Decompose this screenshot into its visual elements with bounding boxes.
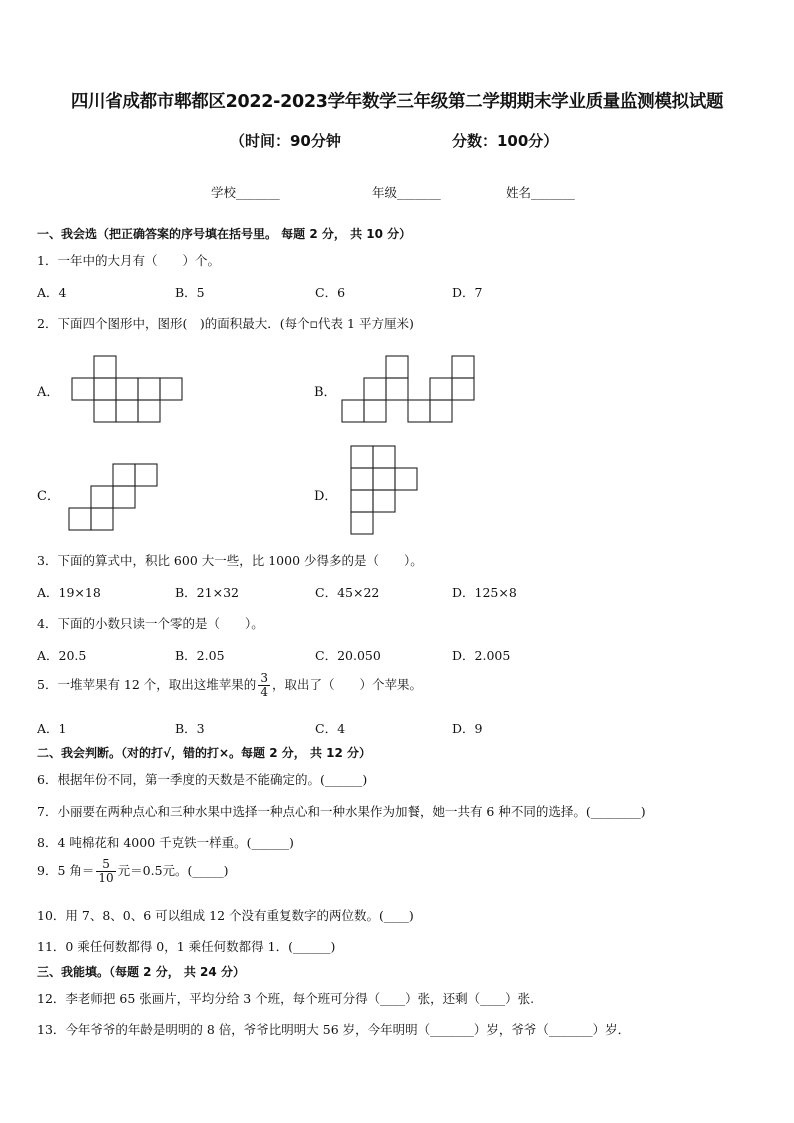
question-8: 8．4 吨棉花和 4000 千克铁一样重。(______) [37,835,294,850]
q9-fraction-numerator: 5 [96,858,115,872]
question-5 [37,672,422,699]
q9-fraction [96,858,115,885]
q3-option-d: D．125×8 [452,585,517,600]
q5-option-c: C．4 [315,721,346,736]
q4-option-a: A．20.5 [37,648,87,663]
q5-option-a: A．1 [37,721,67,736]
question-9 [37,858,229,885]
question-10: 10．用 7、8、0、6 可以组成 12 个没有重复数字的两位数。(____) [37,908,414,923]
q5-text-after: ，取出了（ ）个苹果。 [271,677,422,692]
question-2: 2．下面四个图形中，图形( )的面积最大．(每个▫代表 1 平方厘米) [37,316,414,331]
question-1: 1．一年中的大月有（ ）个。 [37,253,220,268]
figure-a-grid [70,356,185,423]
question-7: 7．小丽要在两种点心和三种水果中选择一种点心和一种水果作为加餐，她一共有 6 种不同的选择。(________) [37,804,646,819]
exam-score: 分数：100分） [452,132,559,150]
name-field: 姓名_______ [506,185,575,200]
exam-time: （时间：90分钟 [230,132,341,150]
q3-option-b: B．21×32 [175,585,239,600]
grade-field: 年级_______ [372,185,441,200]
q9-text-after: 元＝0.5元。(_____) [117,863,229,878]
page-title: 四川省成都市郫都区2022-2023学年数学三年级第二学期期末学业质量监测模拟试题 [70,92,724,112]
q4-option-d: D．2.005 [452,648,511,663]
question-11: 11．0 乘任何数都得 0，1 乘任何数都得 1．(______) [37,939,336,954]
figure-b-grid [340,356,480,423]
question-3: 3．下面的算式中，积比 600 大一些，比 1000 少得多的是（ ）。 [37,553,423,568]
figure-c-label: C． [37,489,60,504]
section-2-heading: 二、我会判断。（对的打√，错的打×。每题 2 分， 共 12 分） [37,746,371,760]
q3-option-c: C．45×22 [315,585,380,600]
question-12: 12．李老师把 65 张画片，平均分给 3 个班，每个班可分得（____）张，还剩（____）张. [37,991,535,1006]
q4-option-b: B．2.05 [175,648,225,663]
q5-text-before: 5．一堆苹果有 12 个，取出这堆苹果的 [37,677,257,692]
q5-fraction-denominator: 4 [260,685,268,699]
q1-option-c: C．6 [315,285,346,300]
figure-d-grid [349,445,424,540]
figure-d-label: D． [314,489,338,504]
q5-fraction [258,672,270,699]
figure-b-label: B． [314,385,337,400]
q1-option-b: B．5 [175,285,205,300]
q9-fraction-denominator: 10 [98,871,114,885]
q4-option-c: C．20.050 [315,648,381,663]
figure-c-grid [67,463,162,533]
q9-text-before: 9．5 角＝ [37,863,95,878]
figure-a-label: A． [37,385,60,400]
q1-option-a: A．4 [37,285,67,300]
q5-option-b: B．3 [175,721,205,736]
question-4: 4．下面的小数只读一个零的是（ ）。 [37,616,264,631]
question-13: 13．今年爷爷的年龄是明明的 8 倍，爷爷比明明大 56 岁，今年明明（_______）岁，爷爷（_______）岁． [37,1022,631,1037]
q1-option-d: D．7 [452,285,483,300]
q5-option-d: D．9 [452,721,483,736]
section-3-heading: 三、我能填。（每题 2 分， 共 24 分） [37,965,245,979]
school-field: 学校_______ [211,185,280,200]
question-6: 6．根据年份不同，第一季度的天数是不能确定的。(______) [37,772,368,787]
section-1-heading: 一、我会选（把正确答案的序号填在括号里。 每题 2 分， 共 10 分） [37,227,412,241]
q3-option-a: A．19×18 [37,585,101,600]
q5-fraction-numerator: 3 [260,671,268,685]
